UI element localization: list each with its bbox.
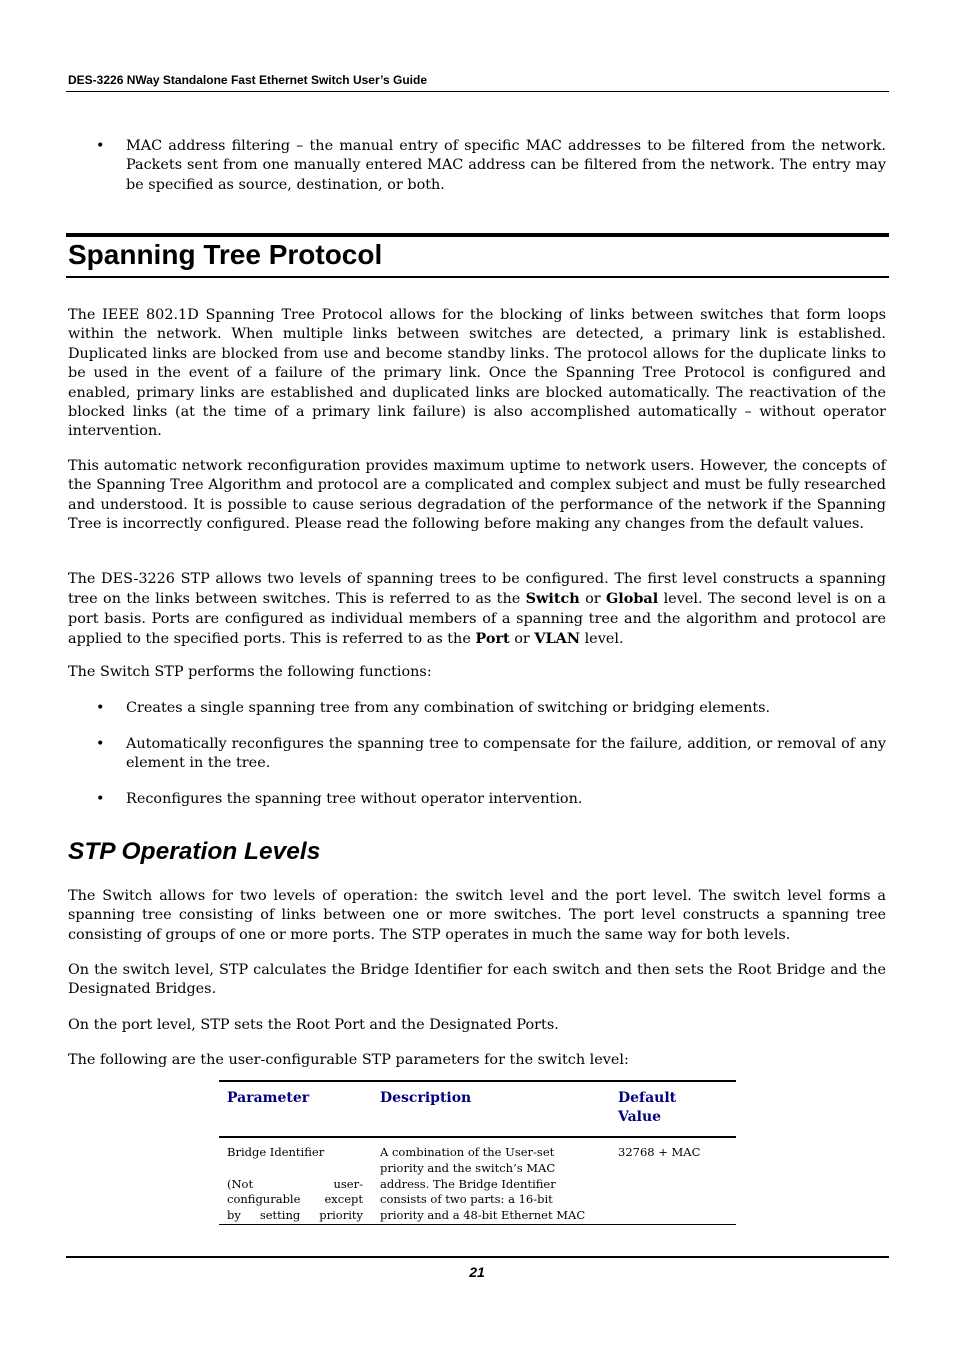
table-header-default: Default Value (618, 1090, 677, 1125)
paragraph-stp-warning: This automatic network reconfiguration provides maximum uptime to network users. However, the concepts of the Spanning Tree Algorithm and protocol are a complicated and complex subject and must be fully researched and understood. It is possible to cause serious degradation of the performance of the network if the Spanning Tree is incorrectly configured. Please read the following before making any changes from the default values. (68, 458, 886, 533)
paragraph-switch-level: On the switch level, STP calculates the Bridge Identifier for each switch and then sets the Root Bridge and the Designated Bridges. (68, 962, 886, 998)
table-header-description: Description (380, 1090, 472, 1106)
footer-rule (66, 1256, 889, 1258)
list-item-text: Reconfigures the spanning tree without operator intervention. (126, 791, 583, 807)
paragraph-port-level: On the port level, STP sets the Root Port and the Designated Ports. (68, 1017, 559, 1033)
list-item-text: Creates a single spanning tree from any combination of switching or bridging elements. (126, 700, 771, 716)
table-rule-bottom (219, 1224, 736, 1225)
heading-rule-top (66, 233, 889, 237)
paragraph-table-intro: The following are the user-configurable STP parameters for the switch level: (68, 1052, 629, 1068)
subsection-heading: STP Operation Levels (68, 838, 321, 865)
table-cell-parameter: Bridge Identifier (Not user- configurable except by setting priority (227, 1145, 363, 1223)
table-header-parameter: Parameter (227, 1090, 310, 1106)
table-cell-description: A combination of the User-set priority and the switch’s MAC address. The Bridge Identifier consists of two parts: a 16-bit priority and a 48-bit Ethernet MAC (380, 1145, 586, 1223)
paragraph-operation-levels: The Switch allows for two levels of operation: the switch level and the port level. The switch level forms a spanning tree consisting of links between one or more switches. The port level constructs a spanning tree consisting of groups of one or more ports. The STP operates in much the same way for both levels. (68, 888, 886, 943)
heading-rule-bottom (66, 276, 889, 278)
bullet-marker: • (96, 791, 105, 807)
running-header: DES-3226 NWay Standalone Fast Ethernet Switch User’s Guide (68, 73, 427, 87)
list-item-text: MAC address filtering – the manual entry of specific MAC addresses to be filtered from the network. Packets sent from one manually entered MAC address can be filtered from the network. The entry may be specified as source, destination, or both. (126, 138, 886, 193)
header-rule (66, 91, 889, 92)
paragraph-stp-intro: The IEEE 802.1D Spanning Tree Protocol allows for the blocking of links between switches that form loops within the network. When multiple links between switches are detected, a primary link is established. Duplicated links are blocked from use and become standby links. The protocol allows for the duplicate links to be used in the event of a failure of the primary link. Once the Spanning Tree Protocol is configured and enabled, primary links are established and duplicated links are blocked automatically. The reactivation of the blocked links (at the time of a primary link failure) is also accomplished automatically – without operator intervention. (68, 307, 886, 440)
bullet-marker: • (96, 700, 105, 716)
section-heading: Spanning Tree Protocol (68, 239, 383, 270)
table-rule-header (219, 1136, 736, 1138)
paragraph-functions-intro: The Switch STP performs the following functions: (68, 664, 432, 680)
table-cell-default: 32768 + MAC (618, 1145, 701, 1159)
bullet-marker: • (96, 736, 105, 752)
list-item-text: Automatically reconfigures the spanning tree to compensate for the failure, addition, or removal of any element in the tree. (126, 736, 886, 772)
table-rule-top (219, 1080, 736, 1082)
bullet-marker: • (96, 138, 105, 154)
page-number: 21 (469, 1264, 485, 1280)
paragraph-stp-levels: The DES-3226 STP allows two levels of spanning trees to be configured. The first level constructs a spanning tree on the links between switches. This is referred to as the Switch or Global level. The second level is on a port basis. Ports are configured as individual members of a spanning tree and the algorithm and protocol are applied to the specified ports. This is referred to as the Port or VLAN level. (68, 571, 886, 648)
